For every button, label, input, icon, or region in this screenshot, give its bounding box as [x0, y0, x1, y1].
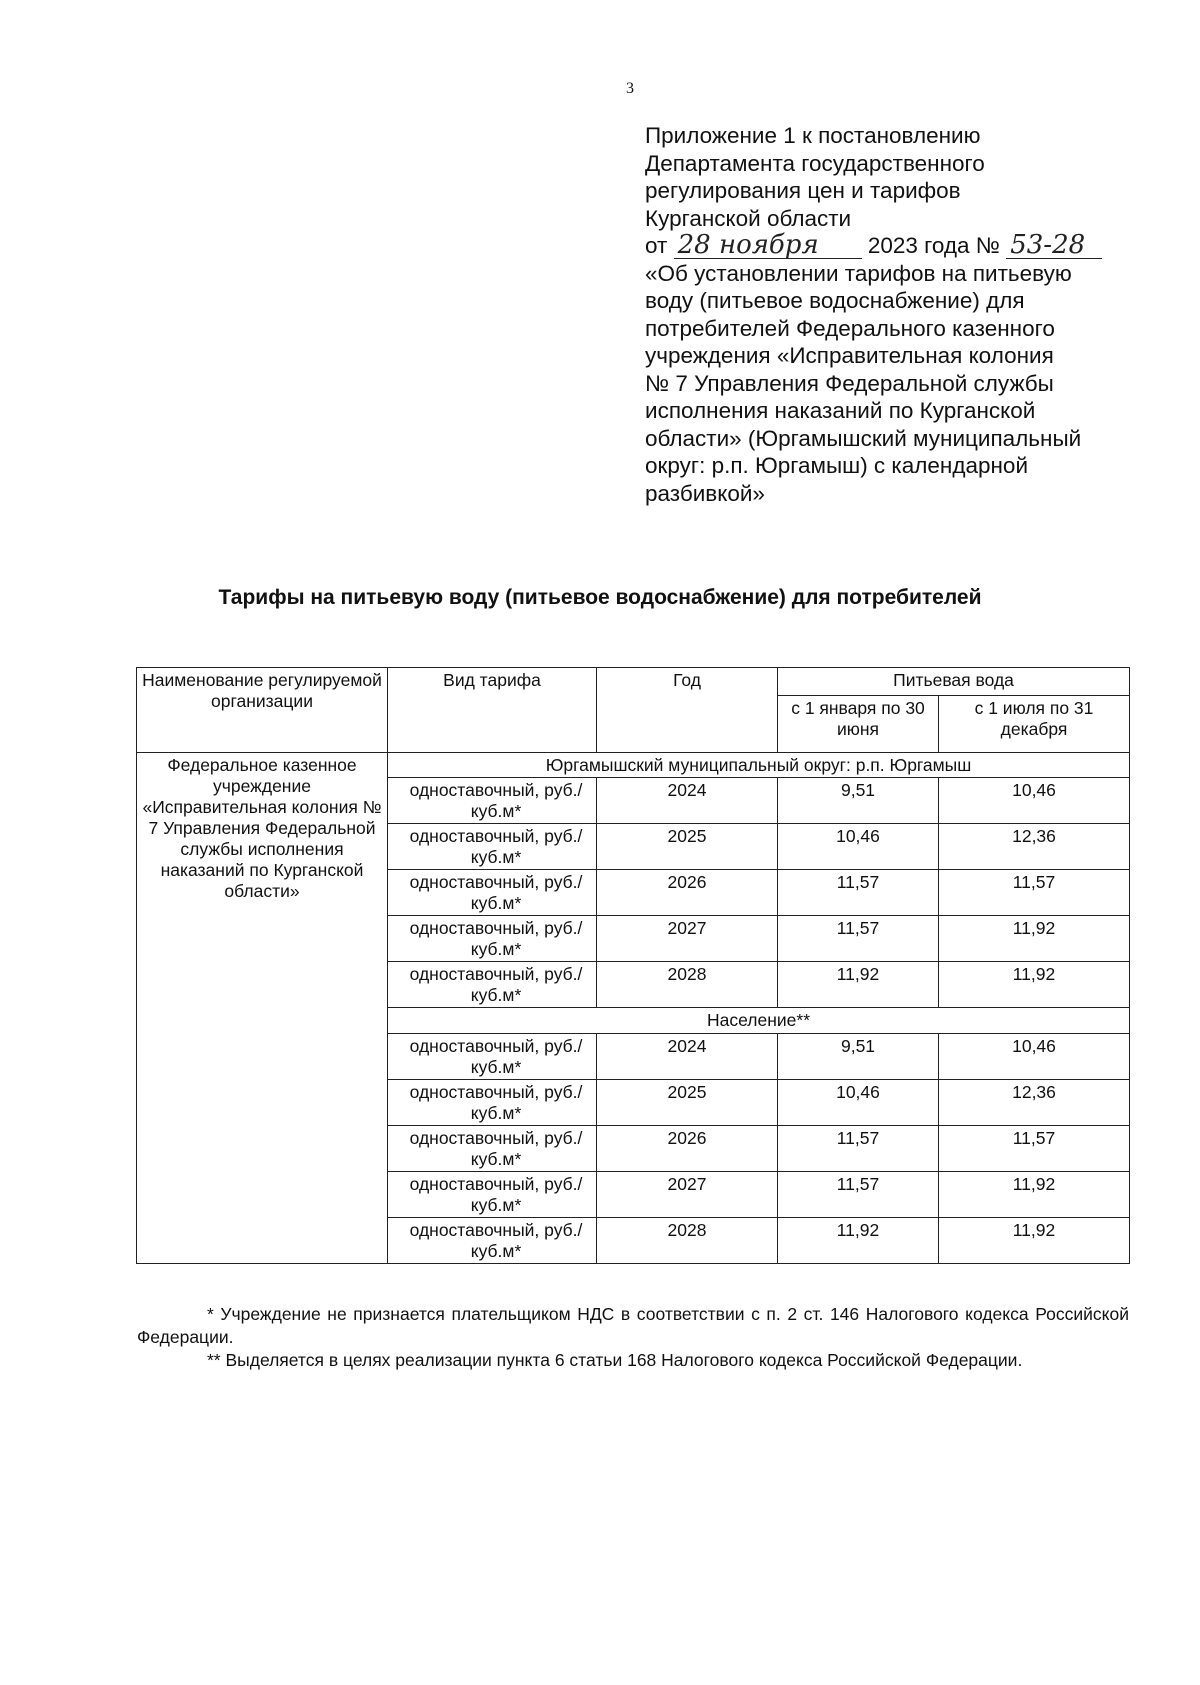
cell-year: 2027 — [597, 916, 778, 962]
annex-subject-line: воду (питьевое водоснабжение) для — [645, 288, 1025, 313]
footnotes — [137, 1303, 1129, 1372]
annex-subject-line: разбивкой» — [645, 480, 765, 506]
table-header-row — [137, 668, 1130, 696]
cell-period-2: 11,57 — [939, 1126, 1130, 1172]
header-period-1: с 1 января по 30 июня — [778, 695, 939, 752]
cell-tariff-type: одноставочный, руб./куб.м* — [388, 1080, 597, 1126]
cell-year: 2026 — [597, 870, 778, 916]
cell-year: 2025 — [597, 1080, 778, 1126]
cell-tariff-type: одноставочный, руб./куб.м* — [388, 870, 597, 916]
handwritten-number: 53-28 — [1006, 232, 1102, 259]
cell-period-2: 11,92 — [939, 1218, 1130, 1264]
cell-period-2: 11,92 — [939, 1172, 1130, 1218]
document-title: Тарифы на питьевую воду (питьевое водоснабжение) для потребителей — [218, 586, 982, 609]
cell-tariff-type: одноставочный, руб./куб.м* — [388, 824, 597, 870]
cell-period-2: 10,46 — [939, 1034, 1130, 1080]
annex-subject-line: учреждения «Исправительная колония — [645, 343, 1054, 368]
cell-tariff-type: одноставочный, руб./куб.м* — [388, 1218, 597, 1264]
cell-period-2: 10,46 — [939, 778, 1130, 824]
annex-date-line — [645, 232, 1125, 260]
annex-line: Приложение 1 к постановлению — [645, 123, 981, 148]
cell-year: 2025 — [597, 824, 778, 870]
cell-period-2: 12,36 — [939, 824, 1130, 870]
annex-line: Департамента государственного — [645, 150, 985, 176]
cell-year: 2024 — [597, 1034, 778, 1080]
annex-subject-line: № 7 Управления Федеральной службы — [645, 370, 1054, 396]
footnote-vat: * Учреждение не признается плательщиком НДС в соответствии с п. 2 ст. 146 Налогового кодекса Российской Федерации. — [137, 1304, 1129, 1347]
cell-period-1: 9,51 — [778, 1034, 939, 1080]
annex-subject-line: области» (Юргамышский муниципальный — [645, 425, 1082, 451]
cell-period-2: 11,57 — [939, 870, 1130, 916]
cell-period-1: 11,57 — [778, 1172, 939, 1218]
annex-subject-line: «Об установлении тарифов на питьевую — [645, 260, 1072, 286]
annex-line: регулирования цен и тарифов — [645, 178, 961, 203]
cell-tariff-type: одноставочный, руб./куб.м* — [388, 962, 597, 1008]
cell-year: 2026 — [597, 1126, 778, 1172]
cell-year: 2027 — [597, 1172, 778, 1218]
cell-tariff-type: одноставочный, руб./куб.м* — [388, 1172, 597, 1218]
header-period-2: с 1 июля по 31 декабря — [939, 695, 1130, 752]
cell-year: 2028 — [597, 962, 778, 1008]
organization-name: Федеральное казенное учреждение «Исправительная колония № 7 Управления Федеральной службы исполнения наказаний по Курганской области» — [137, 753, 388, 1264]
cell-period-1: 10,46 — [778, 1080, 939, 1126]
cell-period-1: 11,92 — [778, 1218, 939, 1264]
annex-subject-line: округ: р.п. Юргамыш) с календарной — [645, 453, 1029, 478]
header-tariff-type: Вид тарифа — [388, 668, 597, 753]
header-org: Наименование регулируемой организации — [137, 668, 388, 753]
cell-period-1: 11,57 — [778, 916, 939, 962]
section-label: Население** — [388, 1008, 1130, 1034]
cell-year: 2028 — [597, 1218, 778, 1264]
header-year: Год — [597, 668, 778, 753]
annex-subject-line: исполнения наказаний по Курганской — [645, 398, 1036, 423]
cell-tariff-type: одноставочный, руб./куб.м* — [388, 778, 597, 824]
cell-tariff-type: одноставочный, руб./куб.м* — [388, 916, 597, 962]
handwritten-date: 28 ноября — [674, 232, 862, 259]
cell-period-1: 10,46 — [778, 824, 939, 870]
section-row — [137, 753, 1130, 778]
cell-period-1: 11,57 — [778, 1126, 939, 1172]
cell-period-2: 11,92 — [939, 962, 1130, 1008]
cell-tariff-type: одноставочный, руб./куб.м* — [388, 1126, 597, 1172]
cell-tariff-type: одноставочный, руб./куб.м* — [388, 1034, 597, 1080]
page-number: 3 — [626, 80, 634, 97]
cell-period-1: 11,92 — [778, 962, 939, 1008]
cell-period-1: 9,51 — [778, 778, 939, 824]
section-label: Юргамышский муниципальный округ: р.п. Юргамыш — [388, 753, 1130, 778]
cell-year: 2024 — [597, 778, 778, 824]
annex-subject-line: потребителей Федерального казенного — [645, 315, 1055, 341]
header-water: Питьевая вода — [778, 668, 1130, 696]
annex-header — [645, 122, 1125, 507]
date-prefix: от — [645, 233, 668, 258]
cell-period-2: 12,36 — [939, 1080, 1130, 1126]
cell-period-2: 11,92 — [939, 916, 1130, 962]
year-text: 2023 года № — [867, 233, 1000, 258]
cell-period-1: 11,57 — [778, 870, 939, 916]
footnote-population: ** Выделяется в целях реализации пункта 6 статьи 168 Налогового кодекса Российской Федерации. — [207, 1350, 1023, 1370]
annex-line: Курганской области — [645, 205, 852, 231]
tariff-table — [136, 667, 1130, 1264]
